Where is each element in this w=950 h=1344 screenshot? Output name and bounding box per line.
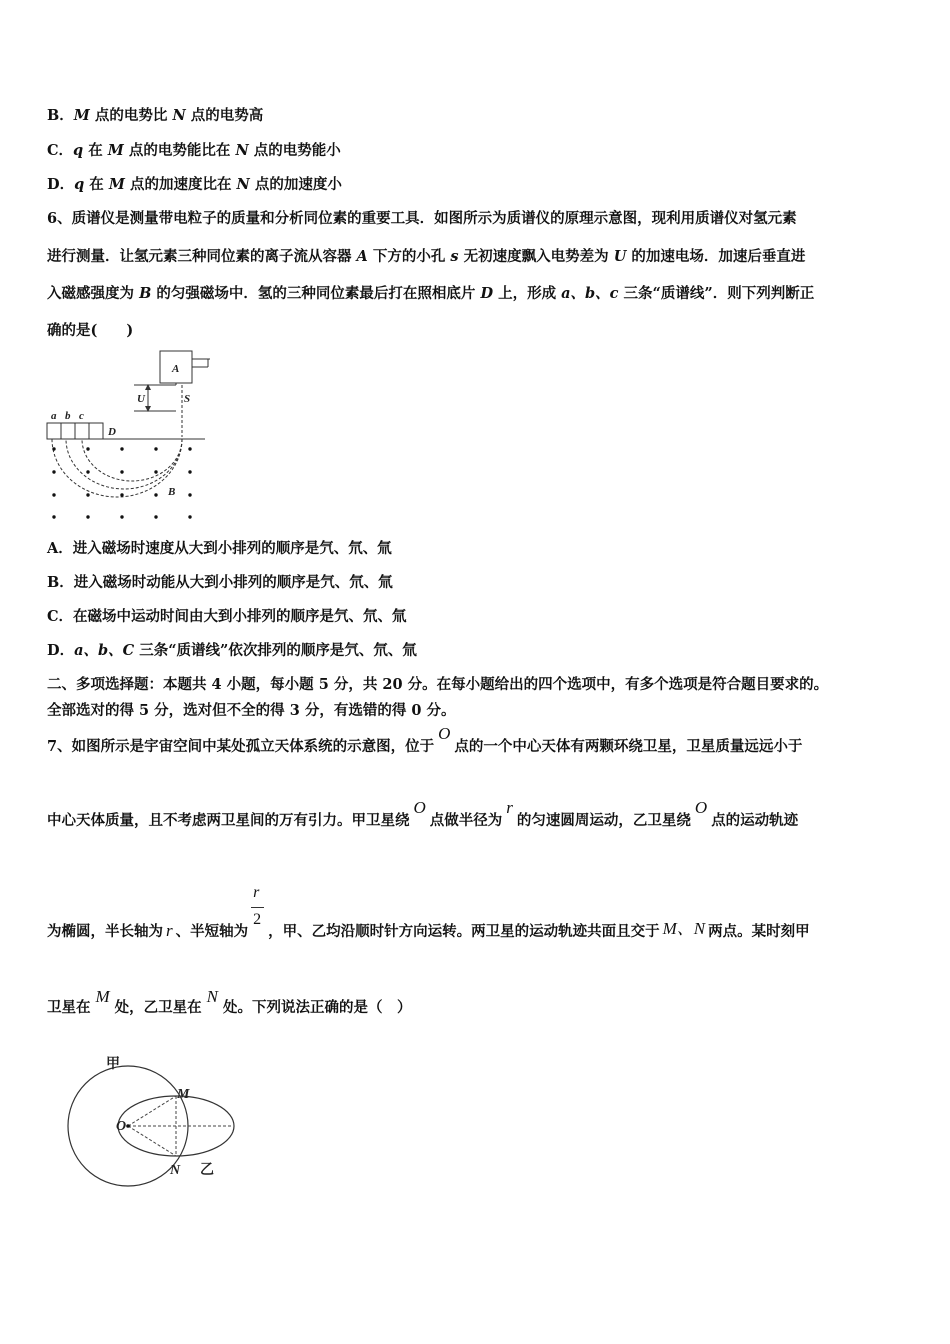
label-d: D — [108, 426, 116, 438]
q7-stem-line-4: 卫星在M处，乙卫星在N处。下列说法正确的是（ ） — [47, 987, 412, 1016]
track-b — [66, 439, 182, 489]
q6-stem-line-3: 入磁感强度为 B 的匀强磁场中．氢的三种同位素最后打在照相底片 D 上，形成 a、b、c 三条“质谱线”．则下列判断正 — [47, 285, 815, 302]
q6-stem-line-2: 进行测量．让氢元素三种同位素的离子流从容器 A 下方的小孔 s 无初速度飘入电势差为 U 的加速电场．加速后垂直进 — [47, 248, 806, 265]
label-jia: 甲 — [106, 1057, 120, 1072]
label-yi: 乙 — [200, 1163, 214, 1178]
slit-path — [176, 383, 182, 437]
q5-option-b: B．M 点的电势比 N 点的电势高 — [47, 107, 264, 124]
q7-stem-line-2: 中心天体质量，且不考虑两卫星间的万有引力。甲卫星绕O点做半径为r的匀速圆周运动，乙卫星绕O点的运动轨迹 — [47, 798, 799, 829]
q6-stem-line-1: 6、质谱仪是测量带电粒子的质量和分析同位素的重要工具．如图所示为质谱仪的原理示意图，现利用质谱仪对氢元素 — [47, 210, 797, 227]
label-u: U — [137, 393, 145, 405]
q6-stem-line-4: 确的是( ) — [47, 322, 134, 339]
fraction-r-over-2: $\frac{r}{2}$ — [251, 884, 265, 932]
label-a-container: A — [172, 363, 180, 375]
label-line-c: c — [79, 410, 84, 422]
orbit-figure — [60, 1050, 250, 1190]
q7-stem-line-1: 7、如图所示是宇宙空间中某处孤立天体系统的示意图，位于O点的一个中心天体有两颗环绕卫星，卫星质量远远小于 — [47, 724, 803, 755]
q6-option-a: A．进入磁场时速度从大到小排列的顺序是氕、氘、氚 — [47, 540, 392, 557]
section2-header-line-2: 全部选对的得 5 分，选对但不全的得 3 分，有选错的得 0 分。 — [47, 702, 456, 719]
label-line-a: a — [51, 410, 57, 422]
label-n: N — [170, 1163, 181, 1178]
q6-option-d: D．a、b、C 三条“质谱线”依次排列的顺序是氕、氘、氚 — [47, 642, 417, 659]
section2-header-line-1: 二、多项选择题：本题共 4 小题，每小题 5 分，共 20 分。在每小题给出的四个选项中，有多个选项是符合题目要求的。 — [47, 676, 829, 693]
label-s: S — [184, 393, 191, 405]
q6-option-c: C．在磁场中运动时间由大到小排列的顺序是氕、氘、氚 — [47, 608, 407, 625]
label-o: O — [116, 1119, 127, 1134]
magnetic-field-dots — [52, 447, 191, 518]
center-o-dot — [126, 1124, 130, 1128]
radius-on — [128, 1126, 176, 1156]
label-b-field: B — [168, 486, 176, 498]
q5-option-d: D．q 在 M 点的加速度比在 N 点的加速度小 — [47, 176, 342, 193]
q6-option-b: B．进入磁场时动能从大到小排列的顺序是氕、氘、氚 — [47, 574, 393, 591]
q5-option-c: C．q 在 M 点的电势能比在 N 点的电势能小 — [47, 142, 341, 159]
label-line-b: b — [65, 410, 71, 422]
radius-om — [128, 1096, 176, 1126]
container-a-pipe — [192, 359, 210, 367]
q7-stem-line-3: 为椭圆，半长轴为 r 、半短轴为 $\frac{r}{2}$ ，甲、乙均沿顺时针方向运转。两卫星的运动轨迹共面且交于 M、N 两点。某时刻甲 — [47, 884, 810, 940]
track-c — [82, 439, 182, 481]
mass-spectrometer-figure — [40, 345, 210, 523]
label-m: M — [177, 1087, 190, 1102]
